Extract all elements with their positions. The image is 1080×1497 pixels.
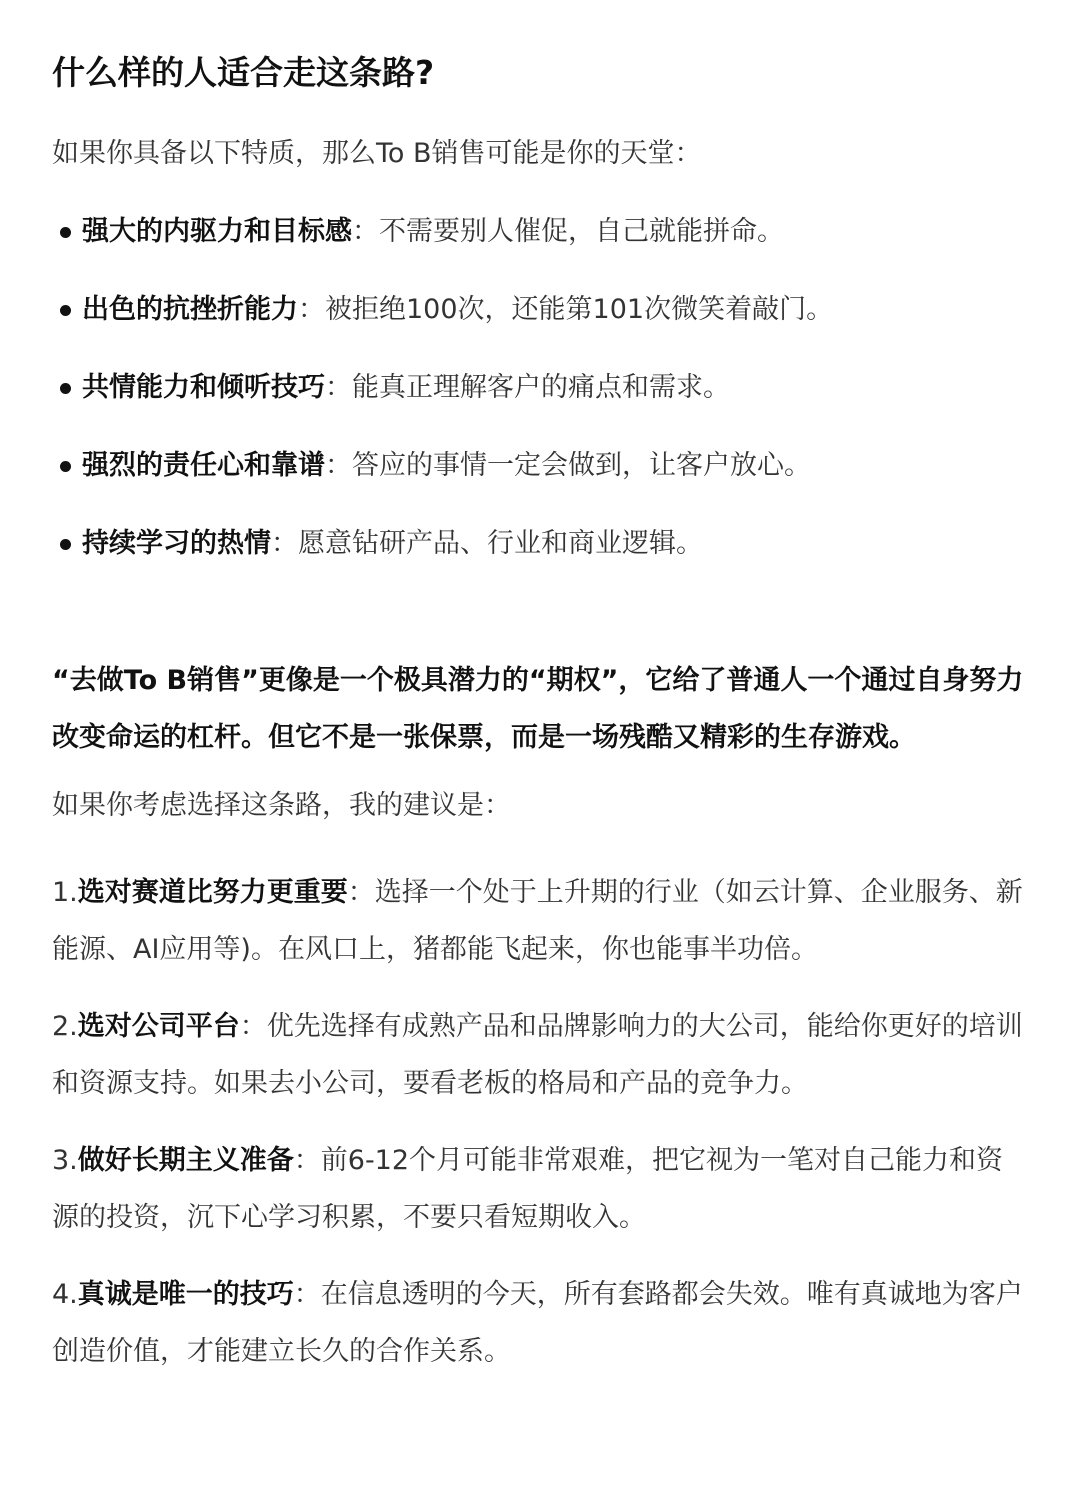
advice-separator: ： — [347, 877, 375, 908]
advice-desc: 优先选择有成熟产品和品牌影响力的大公司，能给你更好的培训和资源支持。如果去小公司，要看老板的格局和产品的竞争力。 — [52, 1011, 1023, 1099]
trait-desc: 被拒绝100次，还能第101次微笑着敲门。 — [325, 294, 834, 325]
advice-title: 选对赛道比努力更重要 — [77, 877, 348, 908]
trait-item — [52, 212, 1030, 252]
advice-item — [52, 1132, 1030, 1246]
advice-title: 真诚是唯一的技巧 — [77, 1279, 294, 1310]
section-heading: 什么样的人适合走这条路? — [52, 53, 435, 92]
bullet-icon — [60, 305, 71, 316]
bullet-icon — [60, 227, 71, 238]
trait-desc: 答应的事情一定会做到，让客户放心。 — [352, 450, 811, 481]
trait-title: 出色的抗挫折能力 — [82, 294, 298, 325]
trait-title: 强大的内驱力和目标感 — [82, 216, 352, 247]
trait-separator: ： — [352, 216, 379, 247]
advice-desc: 在信息透明的今天，所有套路都会失效。唯有真诚地为客户创造价值，才能建立长久的合作关系。 — [52, 1279, 1023, 1367]
trait-desc: 不需要别人催促，自己就能拼命。 — [379, 216, 784, 247]
traits-list — [52, 212, 1030, 564]
advice-number: 3. — [52, 1145, 78, 1176]
trait-item — [52, 524, 1030, 564]
advice-list — [52, 864, 1030, 1380]
trait-desc: 愿意钻研产品、行业和商业逻辑。 — [298, 528, 703, 559]
trait-separator: ： — [325, 450, 352, 481]
trait-separator: ： — [325, 372, 352, 403]
advice-desc: 前6-12个月可能非常艰难，把它视为一笔对自己能力和资源的投资，沉下心学习积累，不要只看短期收入。 — [52, 1145, 1004, 1233]
advice-number: 1. — [52, 877, 78, 908]
advice-number: 4. — [52, 1279, 78, 1310]
advice-separator: ： — [293, 1279, 321, 1310]
emphasis-paragraph: “去做To B销售”更像是一个极具潜力的“期权”，它给了普通人一个通过自身努力改变命运的杠杆。但它不是一张保票，而是一场残酷又精彩的生存游戏。 — [52, 665, 1024, 753]
trait-title: 共情能力和倾听技巧 — [82, 372, 325, 403]
advice-desc: 选择一个处于上升期的行业（如云计算、企业服务、新能源、AI应用等)。在风口上，猪都能飞起来，你也能事半功倍。 — [52, 877, 1023, 965]
advice-title: 选对公司平台 — [77, 1011, 240, 1042]
trait-item — [52, 290, 1030, 330]
trait-title: 强烈的责任心和靠谱 — [82, 450, 325, 481]
trait-desc: 能真正理解客户的痛点和需求。 — [352, 372, 730, 403]
bullet-icon — [60, 539, 71, 550]
advice-title: 做好长期主义准备 — [77, 1145, 294, 1176]
bullet-icon — [60, 461, 71, 472]
advice-item — [52, 1266, 1030, 1380]
advice-number: 2. — [52, 1011, 78, 1042]
trait-title: 持续学习的热情 — [82, 528, 271, 559]
advice-item — [52, 864, 1030, 978]
trait-separator: ： — [271, 528, 298, 559]
advice-separator: ： — [239, 1011, 267, 1042]
trait-item — [52, 368, 1030, 408]
advice-intro: 如果你考虑选择这条路，我的建议是： — [52, 790, 511, 821]
trait-separator: ： — [298, 294, 325, 325]
advice-item — [52, 998, 1030, 1112]
advice-separator: ： — [293, 1145, 321, 1176]
bullet-icon — [60, 383, 71, 394]
trait-item — [52, 446, 1030, 486]
traits-intro: 如果你具备以下特质，那么To B销售可能是你的天堂： — [52, 138, 702, 169]
